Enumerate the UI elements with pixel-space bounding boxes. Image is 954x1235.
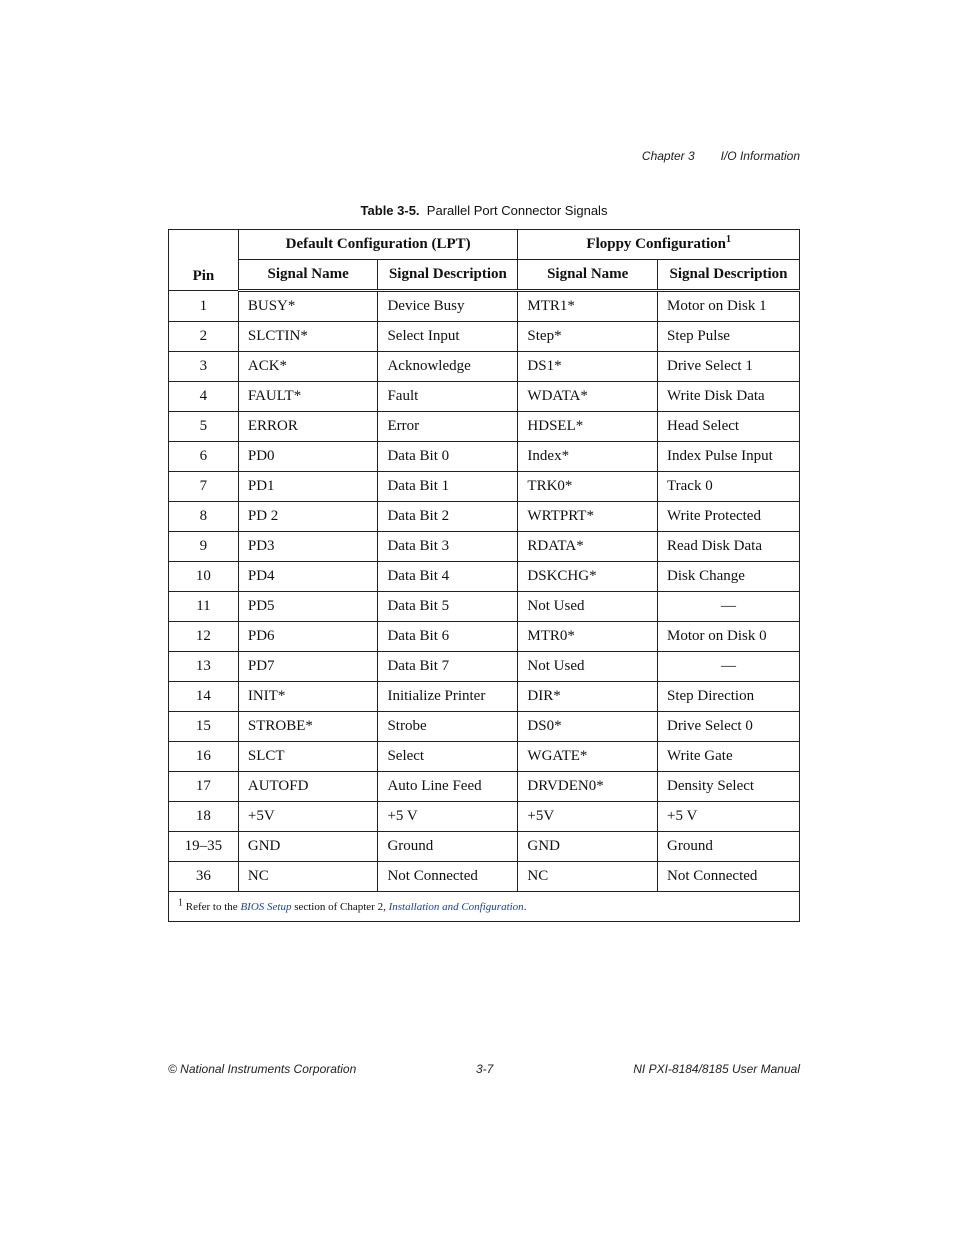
floppy-signal-description-cell: +5 V — [658, 802, 800, 832]
table-row — [169, 712, 800, 742]
floppy-signal-name-cell: DS1* — [518, 352, 658, 382]
table-caption — [0, 203, 954, 218]
floppy-signal-name-cell: WDATA* — [518, 382, 658, 412]
table-group-header-row — [169, 230, 800, 260]
lpt-signal-name-cell: GND — [238, 832, 378, 862]
table-row — [169, 352, 800, 382]
pin-cell: 6 — [169, 442, 239, 472]
table-row — [169, 652, 800, 682]
lpt-signal-name-cell: SLCTIN* — [238, 322, 378, 352]
lpt-signal-description-cell: Data Bit 4 — [378, 562, 518, 592]
floppy-signal-description-cell: Motor on Disk 1 — [658, 291, 800, 322]
pin-cell: 16 — [169, 742, 239, 772]
lpt-signal-description-cell: Fault — [378, 382, 518, 412]
table-row — [169, 832, 800, 862]
column-header-signal-name: Signal Name — [238, 260, 378, 291]
floppy-signal-description-cell: Motor on Disk 0 — [658, 622, 800, 652]
lpt-signal-description-cell: +5 V — [378, 802, 518, 832]
table-caption-label: Table 3-5. — [360, 203, 420, 218]
lpt-signal-name-cell: ACK* — [238, 352, 378, 382]
floppy-signal-name-cell: MTR1* — [518, 291, 658, 322]
lpt-signal-name-cell: PD6 — [238, 622, 378, 652]
floppy-signal-description-cell: Write Disk Data — [658, 382, 800, 412]
floppy-signal-name-cell: MTR0* — [518, 622, 658, 652]
chapter-label: Chapter 3 — [641, 149, 695, 163]
floppy-signal-description-cell: Disk Change — [658, 562, 800, 592]
table-row — [169, 442, 800, 472]
floppy-signal-name-cell: NC — [518, 862, 658, 892]
floppy-signal-description-cell: Track 0 — [658, 472, 800, 502]
lpt-signal-description-cell: Error — [378, 412, 518, 442]
table-row — [169, 742, 800, 772]
floppy-signal-name-cell: WGATE* — [518, 742, 658, 772]
pin-cell: 14 — [169, 682, 239, 712]
table-row — [169, 562, 800, 592]
table-row — [169, 472, 800, 502]
lpt-signal-description-cell: Data Bit 7 — [378, 652, 518, 682]
floppy-signal-name-cell: HDSEL* — [518, 412, 658, 442]
table-row — [169, 412, 800, 442]
pin-cell: 5 — [169, 412, 239, 442]
footnote-text-middle: section of Chapter 2, — [291, 900, 389, 913]
floppy-signal-description-cell: Not Connected — [658, 862, 800, 892]
table-row — [169, 502, 800, 532]
lpt-signal-name-cell: SLCT — [238, 742, 378, 772]
footer-copyright: © National Instruments Corporation — [168, 1062, 357, 1076]
floppy-signal-name-cell: RDATA* — [518, 532, 658, 562]
pin-cell: 12 — [169, 622, 239, 652]
column-header-pin: Pin — [169, 230, 239, 291]
pin-cell: 2 — [169, 322, 239, 352]
pin-cell: 13 — [169, 652, 239, 682]
floppy-signal-name-cell: Step* — [518, 322, 658, 352]
lpt-signal-name-cell: STROBE* — [238, 712, 378, 742]
floppy-signal-name-cell: DRVDEN0* — [518, 772, 658, 802]
floppy-signal-description-cell: Write Protected — [658, 502, 800, 532]
lpt-signal-name-cell: PD 2 — [238, 502, 378, 532]
floppy-signal-description-cell: Density Select — [658, 772, 800, 802]
pin-cell: 9 — [169, 532, 239, 562]
footnote-marker: 1 — [726, 234, 732, 245]
floppy-signal-description-cell: Step Direction — [658, 682, 800, 712]
running-header — [642, 149, 800, 163]
pin-cell: 10 — [169, 562, 239, 592]
lpt-signal-description-cell: Data Bit 0 — [378, 442, 518, 472]
lpt-signal-description-cell: Data Bit 6 — [378, 622, 518, 652]
floppy-signal-description-cell: Head Select — [658, 412, 800, 442]
table-row — [169, 592, 800, 622]
floppy-signal-name-cell: WRTPRT* — [518, 502, 658, 532]
installation-configuration-link[interactable]: Installation and Configuration — [388, 900, 524, 913]
column-header-signal-description: Signal Description — [378, 260, 518, 291]
floppy-signal-description-cell: Write Gate — [658, 742, 800, 772]
lpt-signal-description-cell: Data Bit 2 — [378, 502, 518, 532]
floppy-signal-name-cell: DIR* — [518, 682, 658, 712]
column-header-floppy-signal-name: Signal Name — [518, 260, 658, 291]
footnote-text-before: Refer to the — [183, 900, 241, 913]
lpt-signal-name-cell: BUSY* — [238, 291, 378, 322]
table-caption-title: Parallel Port Connector Signals — [426, 203, 608, 218]
lpt-signal-description-cell: Select Input — [378, 322, 518, 352]
lpt-signal-name-cell: ERROR — [238, 412, 378, 442]
pin-cell: 11 — [169, 592, 239, 622]
floppy-signal-name-cell: Not Used — [518, 592, 658, 622]
pin-cell: 7 — [169, 472, 239, 502]
floppy-signal-description-cell: — — [658, 592, 800, 622]
lpt-signal-name-cell: NC — [238, 862, 378, 892]
lpt-signal-name-cell: FAULT* — [238, 382, 378, 412]
pin-cell: 8 — [169, 502, 239, 532]
lpt-signal-description-cell: Acknowledge — [378, 352, 518, 382]
lpt-signal-description-cell: Strobe — [378, 712, 518, 742]
floppy-signal-name-cell: Index* — [518, 442, 658, 472]
floppy-signal-description-cell: Drive Select 1 — [658, 352, 800, 382]
lpt-signal-description-cell: Initialize Printer — [378, 682, 518, 712]
floppy-signal-name-cell: Not Used — [518, 652, 658, 682]
floppy-signal-description-cell: Index Pulse Input — [658, 442, 800, 472]
table-row — [169, 382, 800, 412]
floppy-signal-description-cell: Ground — [658, 832, 800, 862]
lpt-signal-name-cell: PD3 — [238, 532, 378, 562]
pin-cell: 17 — [169, 772, 239, 802]
floppy-signal-description-cell: Drive Select 0 — [658, 712, 800, 742]
floppy-signal-name-cell: GND — [518, 832, 658, 862]
floppy-signal-name-cell: TRK0* — [518, 472, 658, 502]
lpt-signal-description-cell: Data Bit 1 — [378, 472, 518, 502]
lpt-signal-name-cell: +5V — [238, 802, 378, 832]
pin-cell: 18 — [169, 802, 239, 832]
pin-cell: 1 — [169, 291, 239, 322]
lpt-signal-name-cell: PD5 — [238, 592, 378, 622]
lpt-signal-description-cell: Device Busy — [378, 291, 518, 322]
table-footnote — [169, 892, 800, 922]
lpt-signal-name-cell: PD1 — [238, 472, 378, 502]
lpt-signal-description-cell: Select — [378, 742, 518, 772]
table-row — [169, 532, 800, 562]
footnote-number: 1 — [178, 896, 183, 908]
table-row — [169, 682, 800, 712]
table-row — [169, 322, 800, 352]
lpt-signal-description-cell: Not Connected — [378, 862, 518, 892]
lpt-signal-description-cell: Data Bit 5 — [378, 592, 518, 622]
parallel-port-table — [168, 229, 800, 922]
footer-manual-title: NI PXI-8184/8185 User Manual — [633, 1062, 800, 1076]
table-row — [169, 802, 800, 832]
lpt-signal-description-cell: Ground — [378, 832, 518, 862]
table-row — [169, 772, 800, 802]
lpt-signal-name-cell: INIT* — [238, 682, 378, 712]
section-label: I/O Information — [720, 149, 800, 163]
table-body — [169, 291, 800, 892]
bios-setup-link[interactable]: BIOS Setup — [240, 900, 292, 913]
pin-cell: 4 — [169, 382, 239, 412]
floppy-signal-description-cell: Read Disk Data — [658, 532, 800, 562]
floppy-signal-name-cell: DS0* — [518, 712, 658, 742]
table-row — [169, 622, 800, 652]
floppy-signal-description-cell: — — [658, 652, 800, 682]
lpt-signal-name-cell: PD4 — [238, 562, 378, 592]
footer-page-number: 3-7 — [476, 1062, 494, 1076]
table-row — [169, 291, 800, 322]
floppy-signal-description-cell: Step Pulse — [658, 322, 800, 352]
lpt-signal-description-cell: Auto Line Feed — [378, 772, 518, 802]
floppy-signal-name-cell: +5V — [518, 802, 658, 832]
group-header-floppy-label: Floppy Configuration — [586, 236, 727, 252]
table-row — [169, 862, 800, 892]
pin-cell: 15 — [169, 712, 239, 742]
group-header-default: Default Configuration (LPT) — [238, 230, 518, 260]
table-column-header-row — [169, 260, 800, 291]
lpt-signal-name-cell: AUTOFD — [238, 772, 378, 802]
floppy-signal-name-cell: DSKCHG* — [518, 562, 658, 592]
pin-cell: 36 — [169, 862, 239, 892]
footnote-row — [169, 892, 800, 922]
group-header-floppy — [518, 230, 800, 260]
pin-cell: 3 — [169, 352, 239, 382]
lpt-signal-name-cell: PD7 — [238, 652, 378, 682]
column-header-floppy-signal-description: Signal Description — [658, 260, 800, 291]
pin-cell: 19–35 — [169, 832, 239, 862]
lpt-signal-name-cell: PD0 — [238, 442, 378, 472]
lpt-signal-description-cell: Data Bit 3 — [378, 532, 518, 562]
footnote-text-after: . — [523, 900, 527, 913]
